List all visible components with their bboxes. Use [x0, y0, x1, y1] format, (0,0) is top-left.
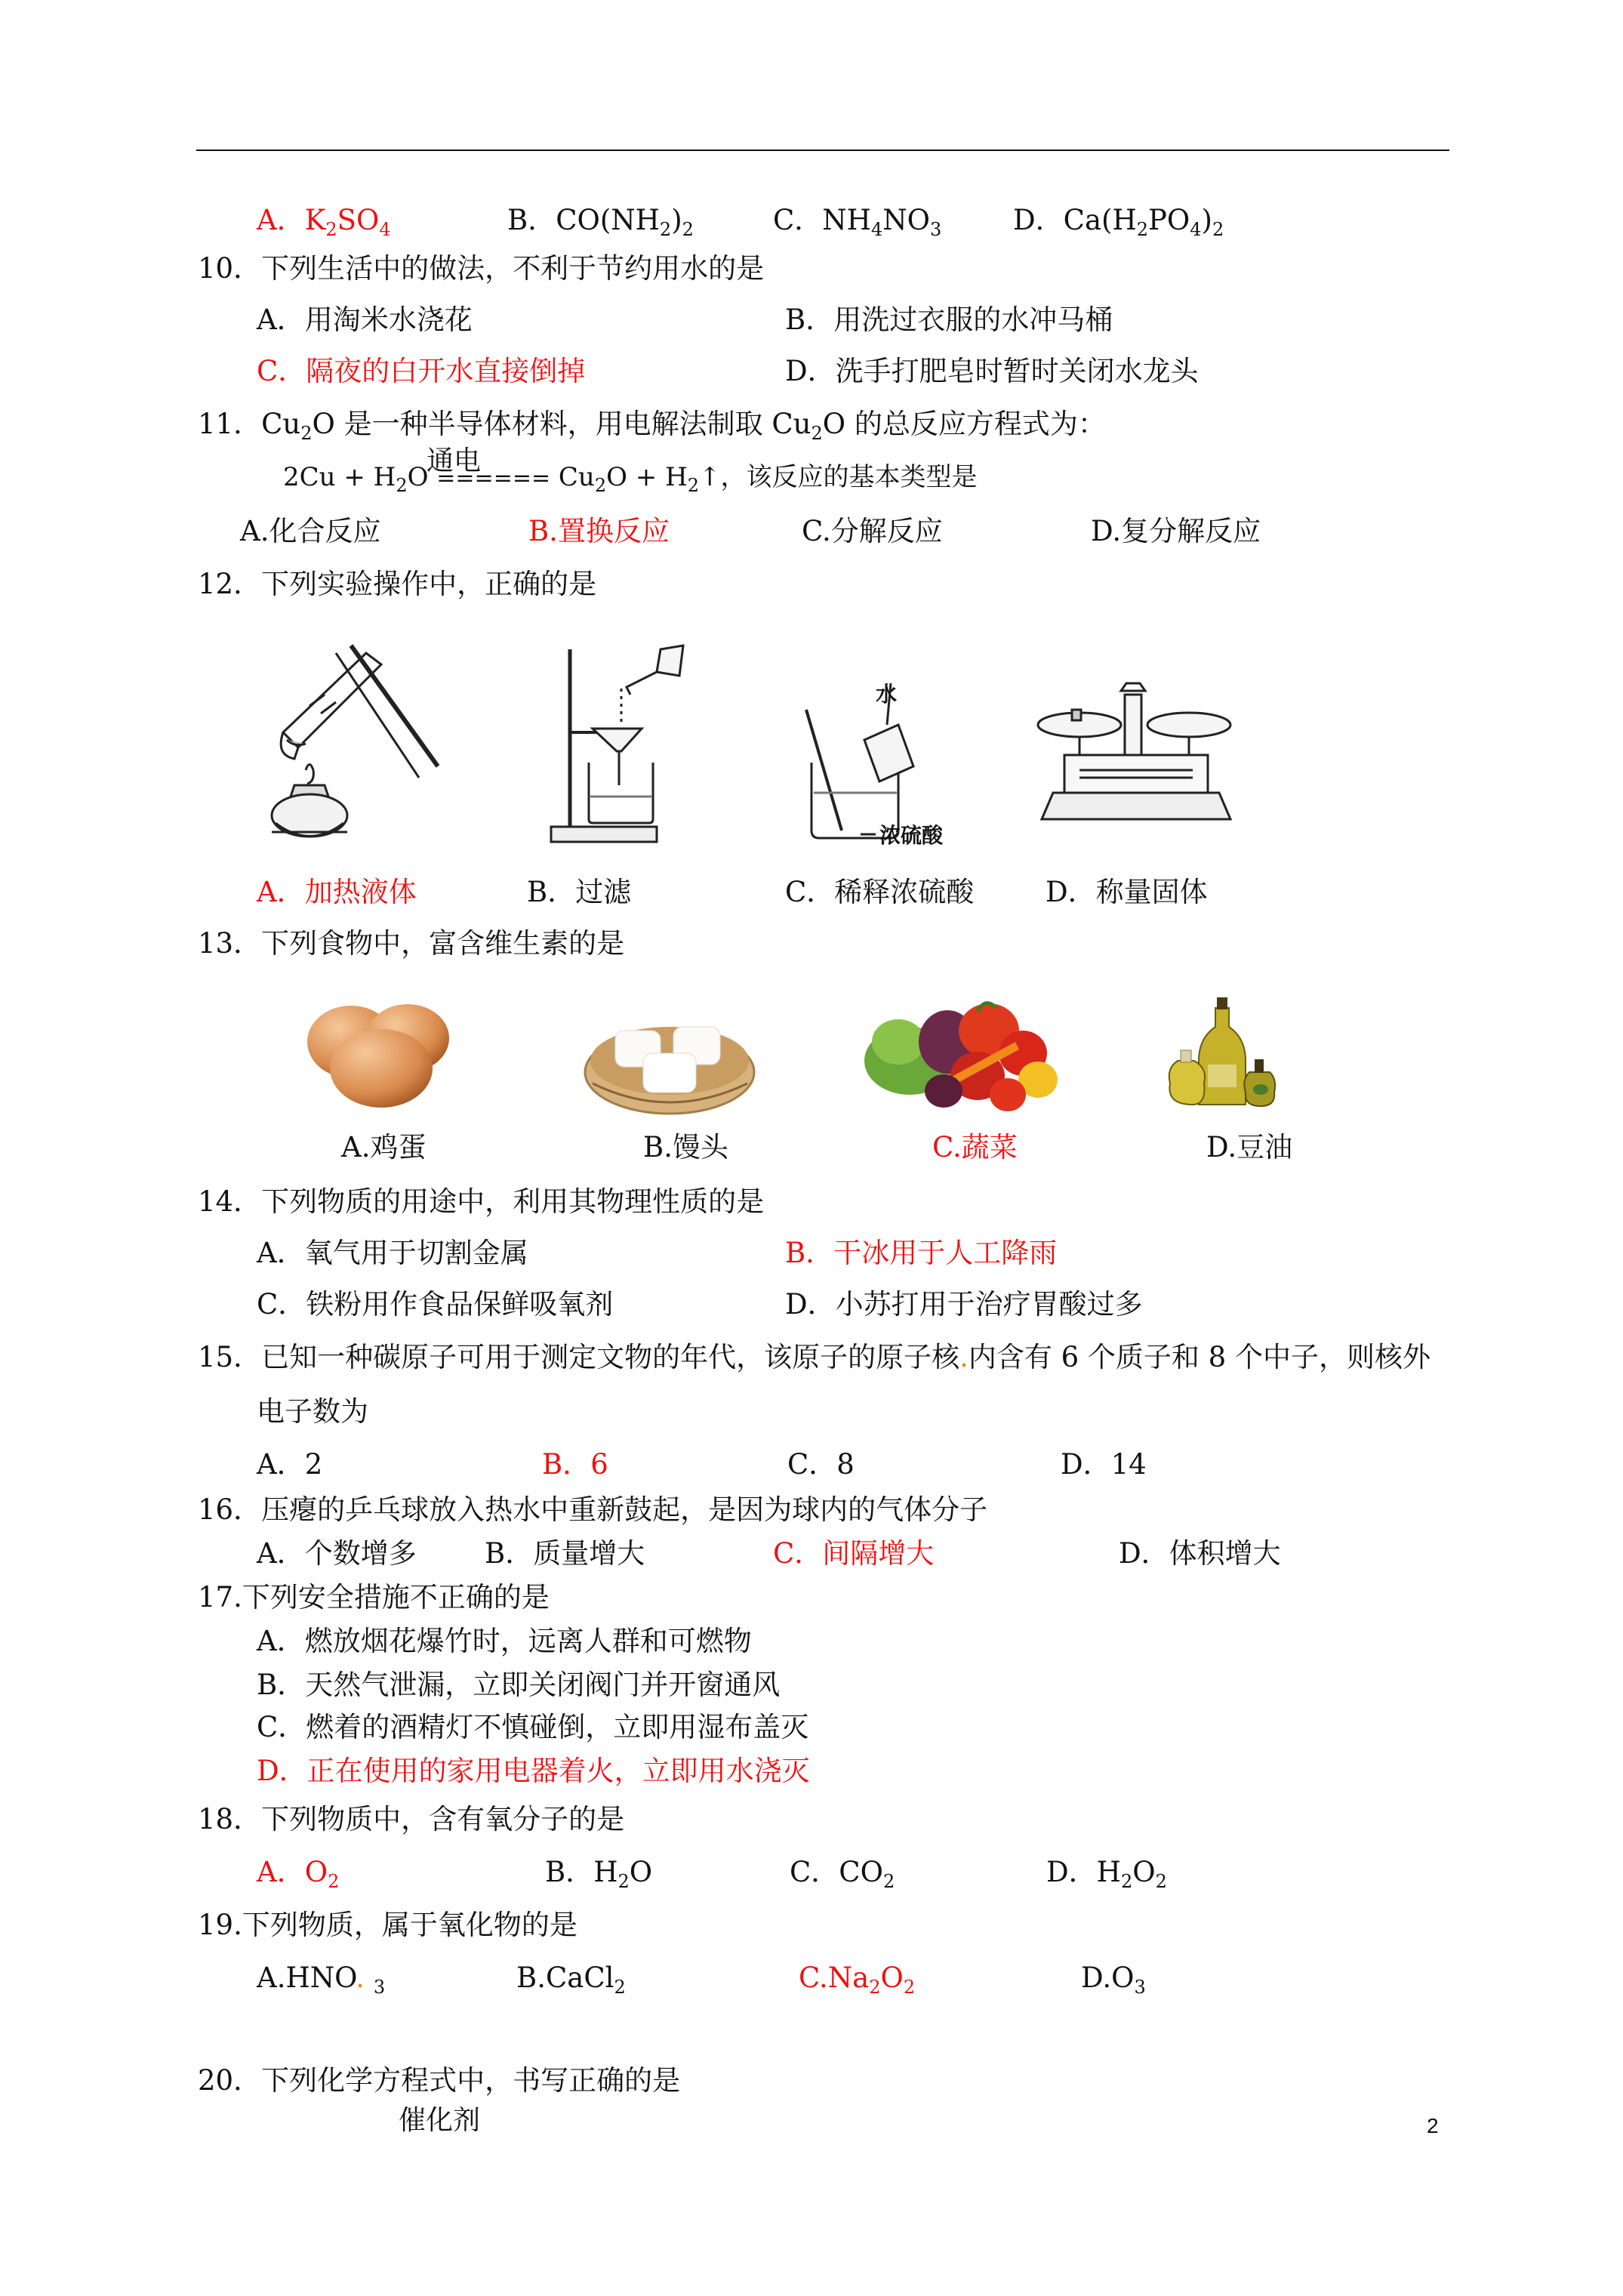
- q19-option-d: $D.O_3$: [1081, 1962, 1146, 1998]
- q14-option-b: B．干冰用于人工降雨: [785, 1237, 1058, 1269]
- q15-option-a: A．2: [257, 1448, 323, 1481]
- q9-option-b: B．$CO(NH_2)_2$: [507, 204, 694, 240]
- q14-option-c: C．铁粉用作食品保鲜吸氧剂: [257, 1288, 614, 1321]
- q15-option-b: B．6: [542, 1448, 608, 1481]
- q17-option-a: A．燃放烟花爆竹时，远离人群和可燃物: [257, 1625, 752, 1657]
- q13-option-b: B.馒头: [643, 1131, 728, 1163]
- oil-bottles-image: [1163, 993, 1283, 1110]
- q10-option-c: C．隔夜的白开水直接倒掉: [257, 355, 586, 387]
- q10-stem: 10．下列生活中的做法，不利于节约用水的是: [198, 252, 765, 285]
- q11-option-a: A.化合反应: [240, 515, 381, 547]
- q18-stem: 18．下列物质中，含有氧分子的是: [198, 1803, 625, 1835]
- heating-liquid-figure: [253, 634, 449, 853]
- q19-option-c: $C.Na_2O_2$: [799, 1962, 916, 1998]
- q14-stem: 14．下列物质的用途中，利用其物理性质的是: [198, 1185, 765, 1218]
- q10-option-b: B．用洗过衣服的水冲马桶: [785, 304, 1113, 336]
- q18-option-d: D．$H_2O_2$: [1046, 1856, 1167, 1892]
- page-number: 2: [1427, 2114, 1439, 2137]
- q9-option-d: D．$Ca(H_2PO_4)_2$: [1013, 204, 1224, 240]
- q18-option-c: C．$CO_2$: [790, 1856, 895, 1892]
- q17-option-d: D．正在使用的家用电器着火，立即用水浇灭: [257, 1755, 810, 1787]
- q19-option-b: B.CaCl$_2$: [516, 1962, 626, 1998]
- q15-stem-line2: 电子数为: [257, 1395, 368, 1428]
- q17-stem: 17.下列安全措施不正确的是: [198, 1581, 550, 1613]
- q20-stem: 20．下列化学方程式中，书写正确的是: [198, 2064, 681, 2097]
- q16-option-a: A．个数增多: [257, 1537, 417, 1570]
- q13-option-c: C.蔬菜: [932, 1131, 1018, 1163]
- q16-option-c: C．间隔增大: [773, 1537, 935, 1570]
- q11-condition: 通电: [427, 445, 482, 476]
- q11-stem: 11．$Cu_2O$ 是一种半导体材料，用电解法制取 $Cu_2O$ 的总反应方程式为：: [198, 408, 1106, 444]
- q15-stem-line1: 15．已知一种碳原子可用于测定文物的年代，该原子的原子核.内含有 6 个质子和 8 个中子，则核外: [198, 1341, 1431, 1373]
- q10-option-d: D．洗手打肥皂时暂时关闭水龙头: [785, 355, 1199, 387]
- acid-label: 浓硫酸: [879, 823, 944, 848]
- q14-option-d: D．小苏打用于治疗胃酸过多: [785, 1288, 1143, 1321]
- q14-option-a: A．氧气用于切割金属: [257, 1237, 528, 1269]
- q12-option-b: B．过滤: [527, 876, 632, 908]
- q17-option-b: B．天然气泄漏，立即关闭阀门并开窗通风: [257, 1669, 781, 1701]
- water-label: 水: [876, 682, 898, 707]
- q11-option-d: D.复分解反应: [1091, 515, 1261, 547]
- q11-equation: $2Cu + H_2O$ ====== $Cu_2O$ + $H_2↑$，该反应的基本类型是: [283, 462, 978, 496]
- q15-option-c: C．8: [787, 1448, 855, 1481]
- dilute-acid-figure: [800, 649, 951, 853]
- q17-option-c: C．燃着的酒精灯不慎碰倒，立即用湿布盖灭: [257, 1711, 809, 1743]
- q16-option-d: D．体积增大: [1119, 1537, 1281, 1570]
- q13-stem: 13．下列食物中，富含维生素的是: [198, 927, 625, 960]
- balance-figure: [1034, 680, 1238, 838]
- q16-option-b: B．质量增大: [485, 1537, 645, 1570]
- q11-option-b: B.置换反应: [528, 515, 670, 547]
- filtration-figure: [547, 642, 691, 846]
- q12-stem: 12．下列实验操作中，正确的是: [198, 568, 597, 600]
- q16-stem: 16．压瘪的乒乓球放入热水中重新鼓起，是因为球内的气体分子: [198, 1493, 988, 1526]
- q9-option-a: A．$K_2SO_4$: [257, 204, 391, 240]
- q18-option-a: A．$O_2$: [257, 1856, 340, 1892]
- q12-option-c: C．稀释浓硫酸: [785, 876, 975, 908]
- q12-option-a: A．加热液体: [257, 876, 417, 908]
- q12-option-d: D．称量固体: [1046, 876, 1208, 908]
- q15-option-d: D．14: [1061, 1448, 1147, 1481]
- header-rule: [196, 149, 1449, 151]
- q9-option-c: C．$NH_4NO_3$: [773, 204, 942, 240]
- q11-option-c: C.分解反应: [802, 515, 943, 547]
- vegetables-image: [864, 989, 1061, 1121]
- eggs-image: [298, 997, 460, 1110]
- steamed-buns-image: [581, 989, 759, 1121]
- q19-stem: 19.下列物质，属于氧化物的是: [198, 1909, 577, 1941]
- q13-option-d: D.豆油: [1206, 1131, 1293, 1163]
- q19-option-a: A.HNO. $_3$: [257, 1962, 386, 1998]
- q18-option-b: B．$H_2O$: [545, 1856, 653, 1892]
- q20-catalyst-label: 催化剂: [399, 2105, 481, 2136]
- q10-option-a: A．用淘米水浇花: [257, 304, 473, 336]
- q13-option-a: A.鸡蛋: [341, 1131, 427, 1163]
